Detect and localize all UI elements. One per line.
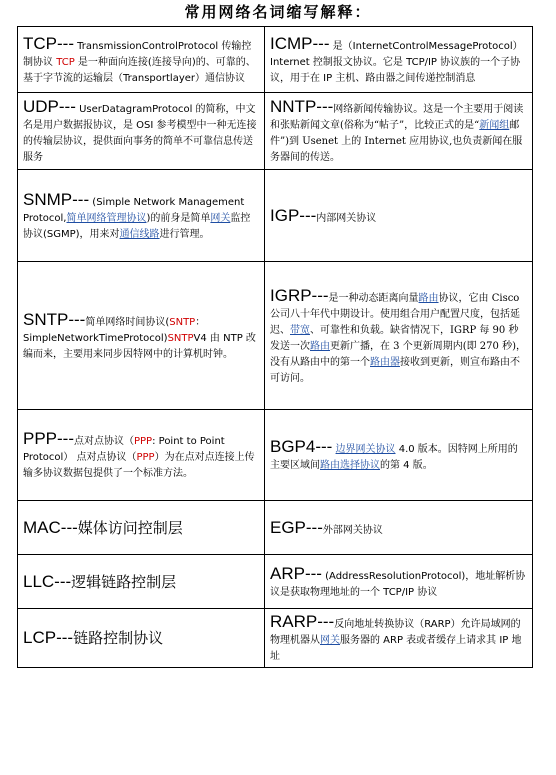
term-entry xyxy=(270,564,527,601)
glossary-cell-left xyxy=(18,27,265,93)
term-abbreviation: MAC--- xyxy=(23,517,78,537)
definition-text: )的前身是简单 xyxy=(146,212,211,224)
glossary-row xyxy=(18,609,533,668)
hyperlink[interactable]: 简单网络管理协议 xyxy=(66,212,147,224)
glossary-cell-right xyxy=(265,555,533,609)
glossary-cell-right xyxy=(265,93,533,170)
term-abbreviation: LCP--- xyxy=(23,628,74,647)
definition-text: 接收到更新，则宣布路由不可访问。 xyxy=(270,356,520,384)
glossary-cell-right xyxy=(265,609,533,668)
term-abbreviation: ICMP--- xyxy=(270,33,330,53)
term-entry xyxy=(270,612,527,665)
term-abbreviation: UDP--- xyxy=(23,97,76,116)
glossary-row xyxy=(18,410,533,501)
glossary-row xyxy=(18,27,533,93)
definition-text: 是一种面向连接(连接导向)的、可靠的、基于字节流的运输层（Transportlayer）通信协议 xyxy=(23,56,256,84)
term-entry xyxy=(23,572,259,593)
definition-text: 进行管理。 xyxy=(159,228,210,240)
definition-text: 邮件”)到 Usenet 上的 Internet 应用协议,也负责新闻在服务器间的传送。 xyxy=(270,120,523,163)
term-entry xyxy=(23,190,259,243)
term-definition: 逻辑链路控制层 xyxy=(71,572,177,591)
glossary-cell-right xyxy=(265,410,533,501)
definition-text: ：SimpleNetworkTimeProtocol) xyxy=(23,316,206,344)
definition-text: TransmissionControlProtocol 传输控制协议 xyxy=(23,40,252,68)
definition-text: 、可靠性和负载。缺省情况下，IGRP 每 90 秒发送一次 xyxy=(270,324,519,352)
glossary-cell-left xyxy=(18,609,265,668)
page-title: 常用网络名词缩写解释： xyxy=(184,3,372,21)
hyperlink[interactable]: 边界网关协议 xyxy=(335,444,396,455)
glossary-body xyxy=(18,27,533,668)
highlighted-term: PPP xyxy=(136,452,155,463)
definition-text: 反向地址转换协议（RARP）允许局域网的物理机器从 xyxy=(270,619,521,646)
glossary-table xyxy=(17,26,533,668)
hyperlink[interactable]: 路由选择协议 xyxy=(320,460,380,471)
glossary-cell-right xyxy=(265,501,533,555)
term-definition: 链路控制协议 xyxy=(73,629,164,647)
term-abbreviation: RARP--- xyxy=(270,612,335,631)
term-entry xyxy=(270,97,527,166)
glossary-row xyxy=(18,555,533,609)
term-entry xyxy=(270,286,527,387)
glossary-cell-right xyxy=(265,170,533,262)
hyperlink[interactable]: 路由 xyxy=(310,340,330,352)
term-entry xyxy=(23,628,259,649)
term-abbreviation: ARP--- xyxy=(270,563,322,583)
glossary-row xyxy=(18,501,533,555)
glossary-cell-right xyxy=(265,262,533,410)
definition-text: ）为在点对点连接上传输多协议数据包提供了一个标准方法。 xyxy=(23,452,255,479)
term-entry xyxy=(23,97,259,166)
glossary-row xyxy=(18,262,533,410)
term-abbreviation: IGRP--- xyxy=(270,285,329,305)
definition-text: 的第 4 版。 xyxy=(380,460,433,471)
highlighted-term: TCP xyxy=(56,56,75,68)
hyperlink[interactable]: 路由 xyxy=(418,292,439,304)
definition-text: : Point to Point Protocol） 点对点协议（ xyxy=(23,436,225,463)
definition-text: 4.0 版本。因特网上所用的主要区域间 xyxy=(270,444,518,471)
definition-text: 网络新闻传输协议。这是一个主要用于阅读和张贴新闻文章(俗称为“帖子”，比较正式的是“ xyxy=(270,104,524,131)
term-entry xyxy=(270,518,527,539)
hyperlink[interactable]: 路由器 xyxy=(370,356,400,368)
hyperlink[interactable]: 网关 xyxy=(320,635,340,646)
term-abbreviation: SNTP--- xyxy=(23,309,86,329)
highlighted-term: SNTP xyxy=(169,316,196,328)
term-entry xyxy=(270,437,527,474)
definition-text: V4 由 NTP 改编而来，主要用来同步因特网中的计算机时钟。 xyxy=(23,332,256,360)
glossary-row xyxy=(18,93,533,170)
term-entry xyxy=(23,310,259,363)
hyperlink[interactable]: 新闻组 xyxy=(479,120,510,131)
term-abbreviation: LLC--- xyxy=(23,571,72,591)
definition-text: 外部网关协议 xyxy=(322,524,383,536)
definition-text: (Simple Network Management Protocol, xyxy=(23,196,245,224)
term-entry xyxy=(270,34,527,87)
definition-text: 是一种动态距离向量 xyxy=(328,292,419,304)
term-abbreviation: NNTP--- xyxy=(270,97,334,116)
definition-text: 简单网络时间协议( xyxy=(85,316,170,328)
glossary-cell-right xyxy=(265,27,533,93)
definition-text: 服务器的 ARP 表或者缓存上请求其 IP 地址 xyxy=(270,635,522,662)
hyperlink[interactable]: 带宽 xyxy=(290,324,310,336)
term-abbreviation: IGP--- xyxy=(270,205,317,225)
definition-text: 更新广播，在 3 个更新周期内(即 270 秒)，没有从路由中的第一个 xyxy=(270,340,526,368)
term-entry xyxy=(23,429,259,482)
definition-text: (AddressResolutionProtocol)，地址解析协议是获取物理地址的一个 TCP/IP 协议 xyxy=(270,570,526,598)
hyperlink[interactable]: 网关 xyxy=(210,212,231,224)
term-abbreviation: EGP--- xyxy=(270,517,323,537)
glossary-cell-left xyxy=(18,262,265,410)
definition-text: 内部网关协议 xyxy=(316,212,377,224)
term-entry xyxy=(270,206,527,227)
term-abbreviation: BGP4--- xyxy=(270,437,333,456)
definition-text: 协议，它由 Cisco 公司八十年代中期设计。使用组合用户配置尺度，包括延迟、 xyxy=(270,292,520,336)
glossary-cell-left xyxy=(18,410,265,501)
definition-text: 是（InternetControlMessageProtocol）Internet 控制报文协议。它是 TCP/IP 协议族的一个子协议，用于在 IP 主机、路由器之间传递控制消息 xyxy=(270,40,523,84)
definition-text: 点对点协议（ xyxy=(74,436,134,447)
definition-text: 监控协议(SGMP)，用来对 xyxy=(23,212,251,240)
term-abbreviation: PPP--- xyxy=(23,429,74,448)
highlighted-term: SNTP xyxy=(167,332,194,344)
glossary-cell-left xyxy=(18,501,265,555)
term-entry xyxy=(23,518,259,539)
glossary-cell-left xyxy=(18,170,265,262)
highlighted-term: PPP xyxy=(134,436,153,447)
term-abbreviation: SNMP--- xyxy=(23,189,90,209)
definition-text: UserDatagramProtocol 的简称，中文名是用户数据报协议，是 OSI 参考模型中一种无连接的传输层协议，提供面向事务的简单不可靠信息传送服务 xyxy=(23,104,257,163)
term-definition: 媒体访问控制层 xyxy=(77,518,183,537)
glossary-cell-left xyxy=(18,93,265,170)
term-abbreviation: TCP--- xyxy=(23,33,74,53)
hyperlink[interactable]: 通信线路 xyxy=(119,228,160,240)
glossary-cell-left xyxy=(18,555,265,609)
glossary-row xyxy=(18,170,533,262)
term-entry xyxy=(23,34,259,87)
